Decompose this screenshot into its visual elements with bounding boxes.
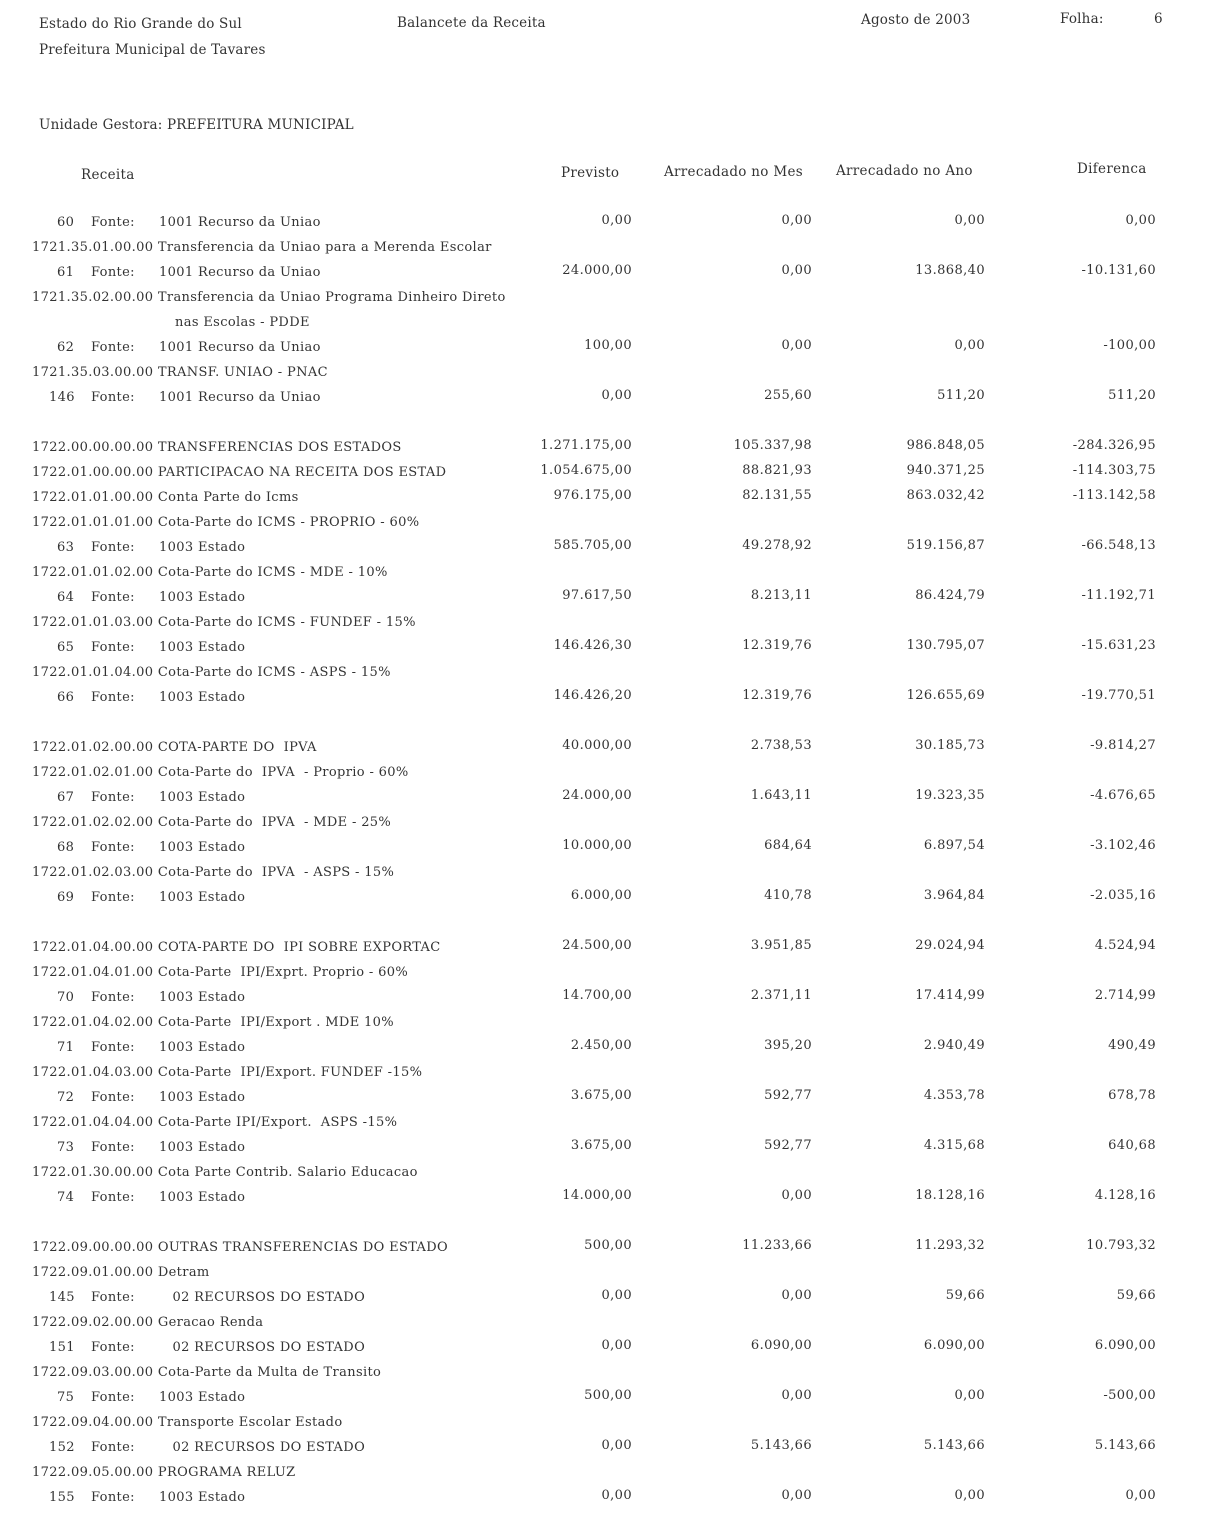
fonte-number: 145 (49, 1290, 75, 1305)
diferenca-value: -3.102,46 (1090, 838, 1156, 853)
account-row (0, 1265, 1212, 1287)
account-row (0, 1165, 1212, 1187)
fonte-row (0, 890, 1212, 912)
account-description: 1722.01.01.03.00 Cota-Parte do ICMS - FUNDEF - 15% (32, 615, 416, 630)
diferenca-value: 4.128,16 (1094, 1188, 1156, 1203)
diferenca-value: -9.814,27 (1090, 738, 1156, 753)
fonte-number: 61 (57, 265, 75, 280)
account-row (0, 665, 1212, 687)
fonte-label: Fonte: (91, 1040, 135, 1055)
arrecadado-mes-value: 0,00 (781, 263, 812, 278)
fonte-label: Fonte: (91, 265, 135, 280)
arrecadado-ano-value: 2.940,49 (923, 1038, 985, 1053)
account-description: 1722.09.00.00.00 OUTRAS TRANSFERENCIAS DO ESTADO (32, 1240, 449, 1255)
account-description: 1722.09.05.00.00 PROGRAMA RELUZ (32, 1465, 296, 1480)
fonte-number: 68 (57, 840, 75, 855)
fonte-description: 1003 Estado (159, 540, 246, 555)
fonte-number: 152 (49, 1440, 75, 1455)
previsto-value: 6.000,00 (570, 888, 632, 903)
previsto-value: 97.617,50 (562, 588, 632, 603)
arrecadado-ano-value: 4.315,68 (923, 1138, 985, 1153)
blank-row (0, 715, 1212, 737)
account-row (0, 815, 1212, 837)
fonte-row (0, 840, 1212, 862)
previsto-value: 976.175,00 (553, 488, 632, 503)
previsto-value: 0,00 (601, 1288, 632, 1303)
previsto-value: 500,00 (584, 1388, 632, 1403)
fonte-number: 62 (57, 340, 75, 355)
arrecadado-mes-value: 3.951,85 (750, 938, 812, 953)
diferenca-value: 640,68 (1108, 1138, 1156, 1153)
fonte-description: 02 RECURSOS DO ESTADO (159, 1440, 366, 1455)
previsto-value: 3.675,00 (570, 1088, 632, 1103)
arrecadado-ano-value: 30.185,73 (915, 738, 985, 753)
previsto-value: 14.700,00 (562, 988, 632, 1003)
fonte-description: 1003 Estado (159, 1190, 246, 1205)
fonte-number: 73 (57, 1140, 75, 1155)
report-title: Balancete da Receita (397, 15, 546, 31)
fonte-number: 70 (57, 990, 75, 1005)
fonte-label: Fonte: (91, 640, 135, 655)
arrecadado-mes-value: 5.143,66 (750, 1438, 812, 1453)
account-description: 1722.01.02.03.00 Cota-Parte do IPVA - ASPS - 15% (32, 865, 395, 880)
fonte-label: Fonte: (91, 1390, 135, 1405)
account-description: 1722.01.00.00.00 PARTICIPACAO NA RECEITA DOS ESTAD (32, 465, 447, 480)
arrecadado-ano-value: 863.032,42 (906, 488, 985, 503)
account-description: 1721.35.03.00.00 TRANSF. UNIAO - PNAC (32, 365, 328, 380)
fonte-description: 1003 Estado (159, 1140, 246, 1155)
arrecadado-mes-value: 11.233,66 (742, 1238, 812, 1253)
account-description: 1722.01.04.01.00 Cota-Parte IPI/Exprt. Proprio - 60% (32, 965, 409, 980)
diferenca-value: 490,49 (1108, 1038, 1156, 1053)
fonte-number: 151 (49, 1340, 75, 1355)
fonte-row (0, 1290, 1212, 1312)
arrecadado-mes-value: 12.319,76 (742, 638, 812, 653)
arrecadado-ano-value: 3.964,84 (923, 888, 985, 903)
account-description-continuation: nas Escolas - PDDE (175, 315, 310, 330)
fonte-row (0, 640, 1212, 662)
blank-row (0, 1215, 1212, 1237)
blank-row (0, 415, 1212, 437)
municipality-name: Prefeitura Municipal de Tavares (39, 42, 266, 58)
account-description: 1722.09.02.00.00 Geracao Renda (32, 1315, 264, 1330)
previsto-value: 500,00 (584, 1238, 632, 1253)
arrecadado-mes-value: 6.090,00 (750, 1338, 812, 1353)
fonte-label: Fonte: (91, 1440, 135, 1455)
previsto-value: 24.000,00 (562, 788, 632, 803)
arrecadado-ano-value: 126.655,69 (906, 688, 985, 703)
account-row (0, 1315, 1212, 1337)
account-description: 1722.09.04.00.00 Transporte Escolar Estado (32, 1415, 343, 1430)
diferenca-value: -15.631,23 (1081, 638, 1156, 653)
fonte-label: Fonte: (91, 1140, 135, 1155)
arrecadado-mes-value: 8.213,11 (750, 588, 812, 603)
arrecadado-mes-value: 0,00 (781, 1488, 812, 1503)
management-unit: Unidade Gestora: PREFEITURA MUNICIPAL (39, 117, 354, 133)
diferenca-value: -113.142,58 (1072, 488, 1156, 503)
report-period: Agosto de 2003 (861, 12, 971, 28)
arrecadado-mes-value: 105.337,98 (733, 438, 812, 453)
arrecadado-ano-value: 0,00 (954, 1388, 985, 1403)
previsto-value: 24.500,00 (562, 938, 632, 953)
fonte-description: 1003 Estado (159, 1040, 246, 1055)
blank-row (0, 915, 1212, 937)
fonte-number: 74 (57, 1190, 75, 1205)
diferenca-value: -500,00 (1103, 1388, 1156, 1403)
previsto-value: 0,00 (601, 1488, 632, 1503)
fonte-description: 1003 Estado (159, 640, 246, 655)
fonte-description: 1001 Recurso da Uniao (159, 265, 321, 280)
arrecadado-mes-value: 410,78 (764, 888, 812, 903)
previsto-value: 100,00 (584, 338, 632, 353)
sheet-label: Folha: (1060, 11, 1104, 27)
previsto-value: 0,00 (601, 1438, 632, 1453)
arrecadado-ano-value: 59,66 (945, 1288, 985, 1303)
account-row (0, 490, 1212, 512)
fonte-description: 1003 Estado (159, 990, 246, 1005)
fonte-number: 71 (57, 1040, 75, 1055)
account-description: 1722.01.04.04.00 Cota-Parte IPI/Export. ASPS -15% (32, 1115, 398, 1130)
fonte-row (0, 215, 1212, 237)
previsto-value: 0,00 (601, 213, 632, 228)
arrecadado-mes-value: 0,00 (781, 1388, 812, 1403)
arrecadado-mes-value: 82.131,55 (742, 488, 812, 503)
arrecadado-mes-value: 2.738,53 (750, 738, 812, 753)
arrecadado-mes-value: 49.278,92 (742, 538, 812, 553)
fonte-label: Fonte: (91, 1290, 135, 1305)
fonte-number: 63 (57, 540, 75, 555)
account-row (0, 965, 1212, 987)
fonte-row (0, 1090, 1212, 1112)
fonte-label: Fonte: (91, 590, 135, 605)
account-row (0, 615, 1212, 637)
fonte-description: 1001 Recurso da Uniao (159, 390, 321, 405)
arrecadado-mes-value: 1.643,11 (750, 788, 812, 803)
account-row (0, 1415, 1212, 1437)
fonte-label: Fonte: (91, 1090, 135, 1105)
fonte-row (0, 1040, 1212, 1062)
arrecadado-ano-value: 11.293,32 (915, 1238, 985, 1253)
arrecadado-mes-value: 255,60 (764, 388, 812, 403)
account-row (0, 765, 1212, 787)
account-description: 1722.01.01.04.00 Cota-Parte do ICMS - ASPS - 15% (32, 665, 391, 680)
previsto-value: 0,00 (601, 388, 632, 403)
account-description: 1721.35.01.00.00 Transferencia da Uniao para a Merenda Escolar (32, 240, 492, 255)
account-description: 1722.09.03.00.00 Cota-Parte da Multa de Transito (32, 1365, 382, 1380)
account-row (0, 365, 1212, 387)
arrecadado-ano-value: 0,00 (954, 1488, 985, 1503)
fonte-description: 1003 Estado (159, 890, 246, 905)
account-row (0, 740, 1212, 762)
previsto-value: 0,00 (601, 1338, 632, 1353)
diferenca-value: 511,20 (1108, 388, 1156, 403)
account-row (0, 290, 1212, 312)
fonte-description: 1003 Estado (159, 1090, 246, 1105)
arrecadado-ano-value: 519.156,87 (906, 538, 985, 553)
diferenca-value: 6.090,00 (1094, 1338, 1156, 1353)
arrecadado-ano-value: 0,00 (954, 213, 985, 228)
diferenca-value: 4.524,94 (1094, 938, 1156, 953)
diferenca-value: 5.143,66 (1094, 1438, 1156, 1453)
fonte-label: Fonte: (91, 690, 135, 705)
fonte-description: 02 RECURSOS DO ESTADO (159, 1340, 366, 1355)
diferenca-value: 2.714,99 (1094, 988, 1156, 1003)
fonte-number: 72 (57, 1090, 75, 1105)
arrecadado-mes-value: 0,00 (781, 213, 812, 228)
fonte-label: Fonte: (91, 215, 135, 230)
fonte-description: 1003 Estado (159, 690, 246, 705)
fonte-label: Fonte: (91, 390, 135, 405)
fonte-row (0, 790, 1212, 812)
diferenca-value: -66.548,13 (1081, 538, 1156, 553)
arrecadado-ano-value: 4.353,78 (923, 1088, 985, 1103)
previsto-value: 585.705,00 (553, 538, 632, 553)
diferenca-value: -100,00 (1103, 338, 1156, 353)
previsto-value: 146.426,20 (553, 688, 632, 703)
col-header-diferenca: Diferenca (1077, 161, 1147, 177)
account-description: 1722.01.04.03.00 Cota-Parte IPI/Export. FUNDEF -15% (32, 1065, 423, 1080)
fonte-number: 69 (57, 890, 75, 905)
arrecadado-ano-value: 5.143,66 (923, 1438, 985, 1453)
account-description: 1722.01.30.00.00 Cota Parte Contrib. Salario Educacao (32, 1165, 418, 1180)
fonte-number: 64 (57, 590, 75, 605)
arrecadado-ano-value: 986.848,05 (906, 438, 985, 453)
fonte-row (0, 1390, 1212, 1412)
diferenca-value: 0,00 (1125, 213, 1156, 228)
fonte-number: 65 (57, 640, 75, 655)
state-name: Estado do Rio Grande do Sul (39, 16, 242, 32)
arrecadado-ano-value: 13.868,40 (915, 263, 985, 278)
col-header-arrecadado-mes: Arrecadado no Mes (664, 164, 803, 180)
fonte-description: 1001 Recurso da Uniao (159, 340, 321, 355)
fonte-label: Fonte: (91, 540, 135, 555)
account-row (0, 315, 1212, 337)
arrecadado-ano-value: 130.795,07 (906, 638, 985, 653)
previsto-value: 14.000,00 (562, 1188, 632, 1203)
diferenca-value: 0,00 (1125, 1488, 1156, 1503)
arrecadado-mes-value: 88.821,93 (742, 463, 812, 478)
fonte-label: Fonte: (91, 890, 135, 905)
fonte-row (0, 540, 1212, 562)
account-description: 1722.01.01.02.00 Cota-Parte do ICMS - MDE - 10% (32, 565, 388, 580)
previsto-value: 3.675,00 (570, 1138, 632, 1153)
previsto-value: 24.000,00 (562, 263, 632, 278)
arrecadado-ano-value: 940.371,25 (906, 463, 985, 478)
account-row (0, 240, 1212, 262)
fonte-number: 60 (57, 215, 75, 230)
col-header-receita: Receita (81, 167, 135, 183)
fonte-row (0, 1440, 1212, 1462)
fonte-label: Fonte: (91, 840, 135, 855)
fonte-row (0, 265, 1212, 287)
fonte-number: 66 (57, 690, 75, 705)
fonte-description: 02 RECURSOS DO ESTADO (159, 1290, 366, 1305)
col-header-arrecadado-ano: Arrecadado no Ano (836, 163, 973, 179)
fonte-description: 1001 Recurso da Uniao (159, 215, 321, 230)
diferenca-value: -284.326,95 (1072, 438, 1156, 453)
account-row (0, 1465, 1212, 1487)
account-row (0, 440, 1212, 462)
arrecadado-ano-value: 18.128,16 (915, 1188, 985, 1203)
account-description: 1722.01.04.00.00 COTA-PARTE DO IPI SOBRE EXPORTAC (32, 940, 441, 955)
diferenca-value: -19.770,51 (1081, 688, 1156, 703)
arrecadado-mes-value: 684,64 (764, 838, 812, 853)
previsto-value: 2.450,00 (570, 1038, 632, 1053)
account-row (0, 1365, 1212, 1387)
fonte-label: Fonte: (91, 1190, 135, 1205)
diferenca-value: -2.035,16 (1090, 888, 1156, 903)
arrecadado-ano-value: 86.424,79 (915, 588, 985, 603)
diferenca-value: -114.303,75 (1072, 463, 1156, 478)
fonte-description: 1003 Estado (159, 1390, 246, 1405)
fonte-row (0, 1190, 1212, 1212)
diferenca-value: 10.793,32 (1086, 1238, 1156, 1253)
fonte-row (0, 590, 1212, 612)
fonte-description: 1003 Estado (159, 590, 246, 605)
account-row (0, 565, 1212, 587)
fonte-row (0, 340, 1212, 362)
arrecadado-mes-value: 592,77 (764, 1088, 812, 1103)
account-description: 1722.01.01.01.00 Cota-Parte do ICMS - PROPRIO - 60% (32, 515, 420, 530)
arrecadado-mes-value: 12.319,76 (742, 688, 812, 703)
account-row (0, 515, 1212, 537)
arrecadado-ano-value: 29.024,94 (915, 938, 985, 953)
account-description: 1722.01.02.00.00 COTA-PARTE DO IPVA (32, 740, 317, 755)
previsto-value: 1.054.675,00 (540, 463, 632, 478)
fonte-description: 1003 Estado (159, 840, 246, 855)
arrecadado-ano-value: 0,00 (954, 338, 985, 353)
account-row (0, 1240, 1212, 1262)
arrecadado-ano-value: 17.414,99 (915, 988, 985, 1003)
diferenca-value: 59,66 (1116, 1288, 1156, 1303)
fonte-number: 67 (57, 790, 75, 805)
arrecadado-mes-value: 0,00 (781, 1288, 812, 1303)
account-row (0, 940, 1212, 962)
diferenca-value: -4.676,65 (1090, 788, 1156, 803)
account-row (0, 1115, 1212, 1137)
fonte-label: Fonte: (91, 340, 135, 355)
arrecadado-ano-value: 19.323,35 (915, 788, 985, 803)
account-row (0, 865, 1212, 887)
account-row (0, 1065, 1212, 1087)
diferenca-value: -10.131,60 (1081, 263, 1156, 278)
sheet-number: 6 (1154, 11, 1163, 27)
account-description: 1722.01.04.02.00 Cota-Parte IPI/Export . MDE 10% (32, 1015, 394, 1030)
fonte-row (0, 990, 1212, 1012)
arrecadado-mes-value: 395,20 (764, 1038, 812, 1053)
previsto-value: 40.000,00 (562, 738, 632, 753)
account-description: 1722.00.00.00.00 TRANSFERENCIAS DOS ESTADOS (32, 440, 402, 455)
account-row (0, 1015, 1212, 1037)
arrecadado-mes-value: 0,00 (781, 338, 812, 353)
fonte-label: Fonte: (91, 1340, 135, 1355)
fonte-row (0, 390, 1212, 412)
col-header-previsto: Previsto (561, 165, 620, 181)
account-description: 1722.01.02.02.00 Cota-Parte do IPVA - MDE - 25% (32, 815, 392, 830)
fonte-row (0, 1340, 1212, 1362)
fonte-row (0, 690, 1212, 712)
account-description: 1721.35.02.00.00 Transferencia da Uniao Programa Dinheiro Direto (32, 290, 506, 305)
account-row (0, 465, 1212, 487)
account-description: 1722.01.02.01.00 Cota-Parte do IPVA - Proprio - 60% (32, 765, 409, 780)
arrecadado-ano-value: 6.897,54 (923, 838, 985, 853)
arrecadado-mes-value: 0,00 (781, 1188, 812, 1203)
arrecadado-mes-value: 592,77 (764, 1138, 812, 1153)
account-description: 1722.01.01.00.00 Conta Parte do Icms (32, 490, 299, 505)
previsto-value: 146.426,30 (553, 638, 632, 653)
account-description: 1722.09.01.00.00 Detram (32, 1265, 210, 1280)
arrecadado-ano-value: 511,20 (937, 388, 985, 403)
fonte-label: Fonte: (91, 790, 135, 805)
fonte-number: 155 (49, 1490, 75, 1505)
fonte-label: Fonte: (91, 990, 135, 1005)
fonte-row (0, 1140, 1212, 1162)
fonte-description: 1003 Estado (159, 790, 246, 805)
fonte-row (0, 1490, 1212, 1512)
fonte-description: 1003 Estado (159, 1490, 246, 1505)
diferenca-value: -11.192,71 (1081, 588, 1156, 603)
fonte-label: Fonte: (91, 1490, 135, 1505)
fonte-number: 146 (49, 390, 75, 405)
fonte-number: 75 (57, 1390, 75, 1405)
arrecadado-ano-value: 6.090,00 (923, 1338, 985, 1353)
diferenca-value: 678,78 (1108, 1088, 1156, 1103)
arrecadado-mes-value: 2.371,11 (750, 988, 812, 1003)
previsto-value: 1.271.175,00 (540, 438, 632, 453)
previsto-value: 10.000,00 (562, 838, 632, 853)
